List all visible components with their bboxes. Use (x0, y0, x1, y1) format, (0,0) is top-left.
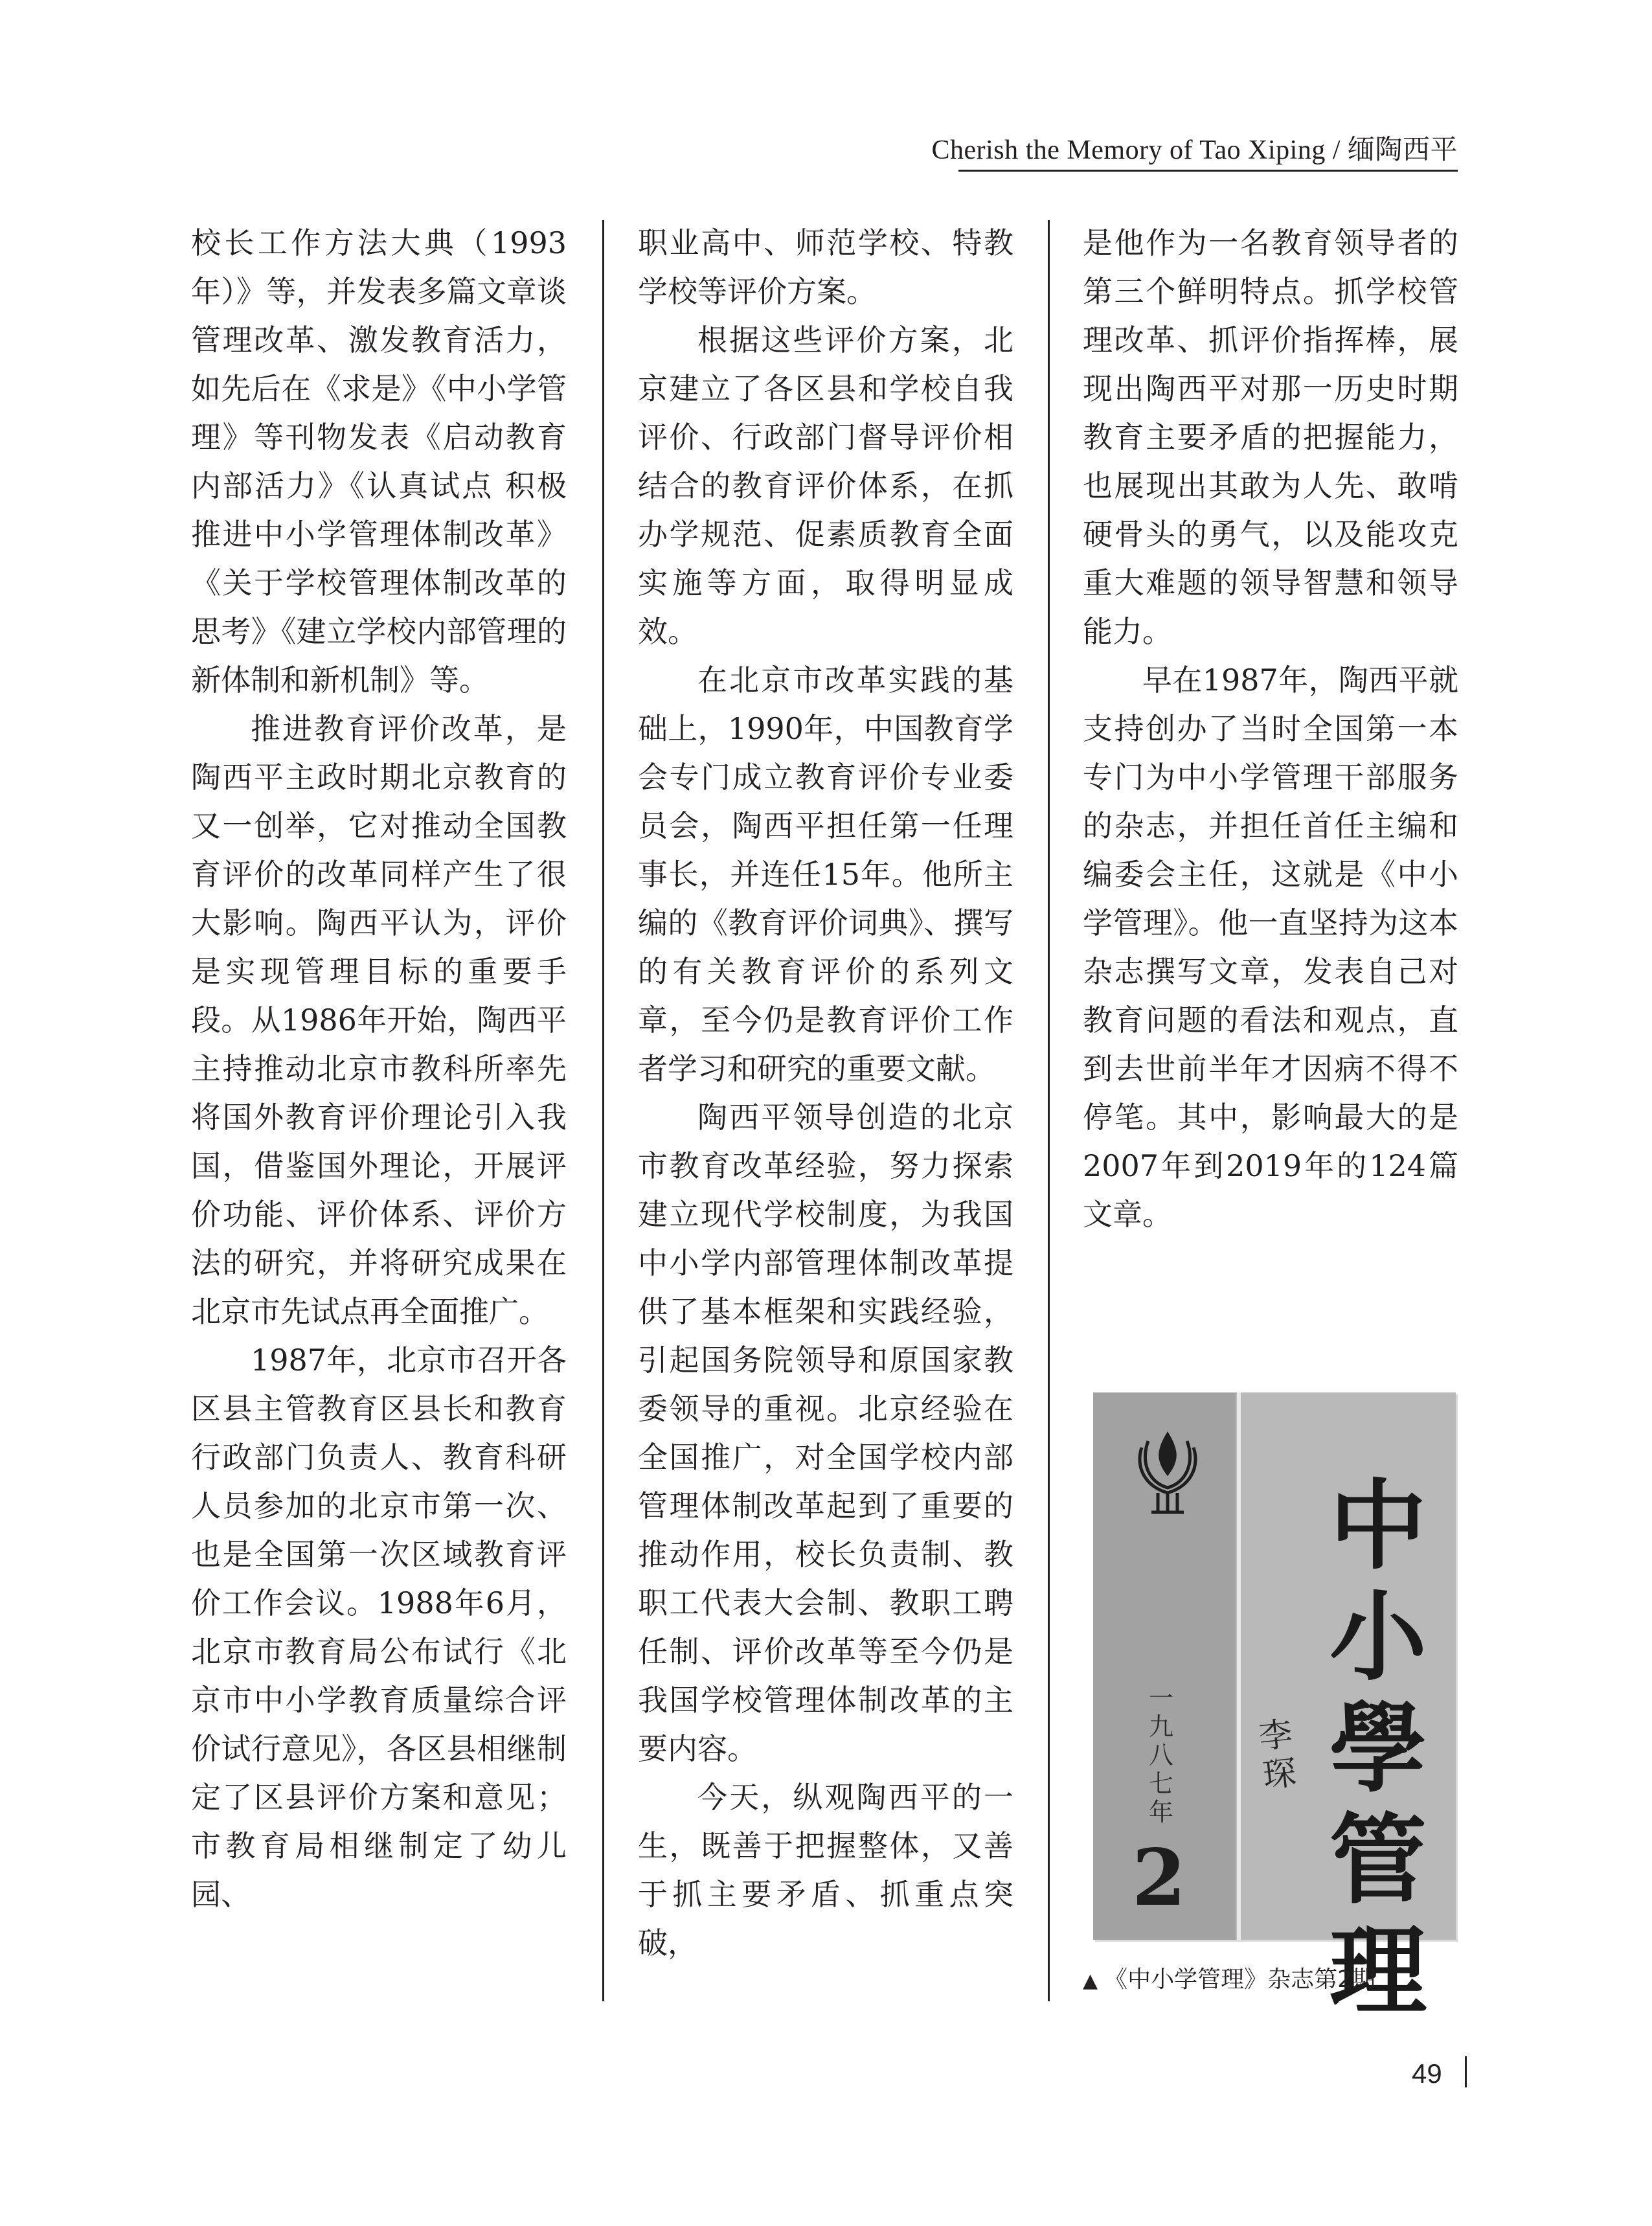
paragraph: 早在1987年，陶西平就支持创办了当时全国第一本专门为中小学管理干部服务的杂志，并担任首任主编和编委会主任，这就是《中小学管理》。他一直坚持为这本杂志撰写文章，发表自己对教育问题的看法和观点，直到去世前半年才因病不得不停笔。其中，影响最大的是2007年到2019年的124篇文章。 (1083, 663, 1458, 1232)
paragraph: 职业高中、师范学校、特教学校等评价方案。 (638, 225, 1013, 309)
cover-divider (1237, 1392, 1241, 1940)
cover-year: 一九八七年 (1148, 1684, 1173, 1826)
page-number-rule (1465, 2056, 1467, 2087)
column-rule (1048, 220, 1050, 2001)
cover-signature: 李琛 (1256, 1714, 1299, 1796)
caption-text: 《中小学管理》杂志第2期 (1104, 1966, 1375, 1993)
running-header: Cherish the Memory of Tao Xiping / 缅陶西平 (931, 135, 1458, 165)
paragraph: 推进教育评价改革，是陶西平主政时期北京教育的又一创举，它对推动全国教育评价的改革同样产生了很大影响。陶西平认为，评价是实现管理目标的重要手段。从1986年开始，陶西平主持推动北京市教科所率先将国外教育评价理论引入我国，借鉴国外理论，开展评价功能、评价体系、评价方法的研究，并将研究成果在北京市先试点再全面推广。 (191, 711, 567, 1329)
text-column-2 (638, 219, 1013, 1968)
cover-title: 中小學管理 (1329, 1469, 1427, 2028)
header-rule (958, 170, 1458, 172)
text-column-3 (1083, 219, 1458, 1239)
paragraph: 1987年，北京市召开各区县主管教育区县长和教育行政部门负责人、教育科研人员参加的北京市第一次、也是全国第一次区域教育评价工作会议。1988年6月，北京市教育局公布试行《北京市中小学教育质量综合评价试行意见》，各区县相继制定了区县评价方案和意见；市教育局相继制定了幼儿园、 (191, 1343, 567, 1912)
image-caption (1083, 1961, 1375, 1994)
paragraph: 根据这些评价方案，北京建立了各区县和学校自我评价、行政部门督导评价相结合的教育评价体系，在抓办学规范、促素质教育全面实施等方面，取得明显成效。 (638, 323, 1013, 649)
paragraph: 陶西平领导创造的北京市教育改革经验，努力探索建立现代学校制度，为我国中小学内部管理体制改革提供了基本框架和实践经验，引起国务院领导和原国家教委领导的重视。北京经验在全国推广，对全国学校内部管理体制改革起到了重要的推动作用，校长负责制、教职工代表大会制、教职工聘任制、评价改革等至今仍是我国学校管理体制改革的主要内容。 (638, 1100, 1013, 1766)
column-rule (602, 220, 604, 2001)
triangle-marker-icon: ▲ (1083, 1970, 1098, 1992)
cover-issue-number: 2 (1132, 1832, 1186, 1924)
paragraph: 校长工作方法大典（1993年）》等，并发表多篇文章谈管理改革、激发教育活力，如先后在《求是》《中小学管理》等刊物发表《启动教育内部活力》《认真试点 积极推进中小学管理体制改革》《关于学校管理体制改革的思考》《建立学校内部管理的新体制和新机制》等。 (191, 225, 567, 698)
paragraph: 今天，纵观陶西平的一生，既善于把握整体，又善于抓主要矛盾、抓重点突破， (638, 1780, 1013, 1960)
text-column-1 (191, 219, 567, 1919)
torch-emblem-icon (1119, 1422, 1216, 1519)
page-number: 49 (1412, 2058, 1442, 2089)
paragraph: 是他作为一名教育领导者的第三个鲜明特点。抓学校管理改革、抓评价指挥棒，展现出陶西平对那一历史时期教育主要矛盾的把握能力，也展现出其敢为人先、敢啃硬骨头的勇气，以及能攻克重大难题的领导智慧和领导能力。 (1083, 225, 1458, 649)
paragraph: 在北京市改革实践的基础上，1990年，中国教育学会专门成立教育评价专业委员会，陶西平担任第一任理事长，并连任15年。他所主编的《教育评价词典》、撰写的有关教育评价的系列文章，至今仍是教育评价工作者学习和研究的重要文献。 (638, 663, 1013, 1086)
